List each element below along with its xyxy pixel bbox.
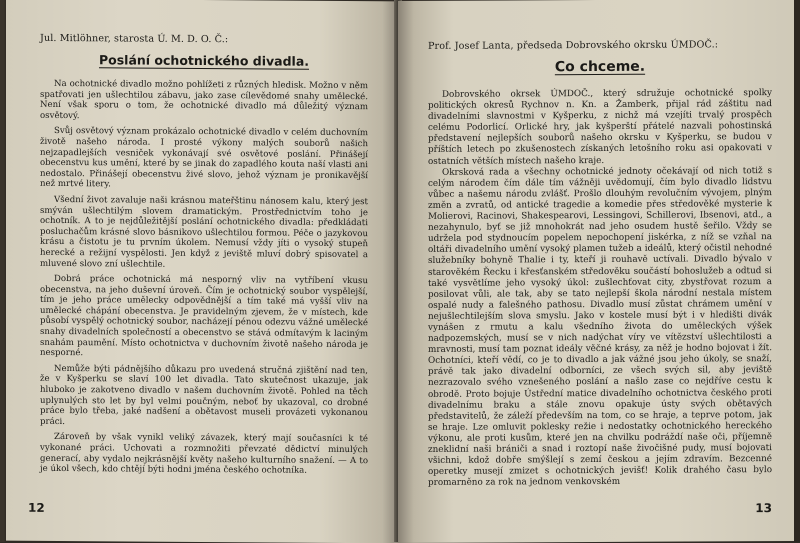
book-edge (794, 0, 800, 542)
right-paragraph: Okrsková rada a všechny ochotnické jednoty očekávají od nich totiž s celým národem čím dále tím vážněji uvědomují, čím bylo divadlo lidstvu vůbec a našemu národu zvlášť. Prošlo dlouhým revolučním vývojem, plným změn a zvratů, od antické tragedie a komedie přes středověké mysterie k Molierovi, Racinovi, Shakespearovi, Lessingovi, Schillerovi, Ibsenovi, atd., a nezahynulo, byť se již mnohokrát nad jeho osudem hustě šeřilo. Vždy se udržela pod stydnoucím popelem nepochopení jiskérka, z níž se vzňal na oltáři divadelního umění vysoký plamen tužeb a ideálů, který očistil nehodné služebníky bohyně Thalie i ty, kteří ji rouhavě uctívali. Divadlo bývalo v starověkém Řecku i křesťanském středověku součástí bohoslužeb a odtud si také vysvětlíme jeho vysoký úkol: zušlechťovat city, zbystřovat rozum a posilovat vůli, ale tak, aby se tato nejlepší škola národní nestala místem ospalé nudy a falešného pathosu. Divadlo musí zůstat chrámem umění v nejušlechtilejším slova smyslu. Jako v kostele musí být i v hledišti divák vynášen z rmutu a kalu všedního života do uměleckých výšek nadpozemských, musí se v nich nadýchat víry ve vítězství ušlechtilosti a mravnosti, musí tam poznat ideály věčné krásy, za něž je hodno bojovat i žít. Ochotníci, kteří vědí, co je to divadlo a jak vážné jsou jeho úkoly, se snaží, právě tak jako divadelní odborníci, ze všech svých sil, aby jeviště nezrazovalo svého vznešeného poslání a našlo zase co nejdříve cestu k obrodě. Proto bojuje Ústřední matice divadelního ochotnictva českého proti divadelnímu braku a stále znovu opakuje ústy svých obětavých představitelů, že záleží především na tom, co se hraje, a teprve potom, jak se hraje. Lze omluvit poklesky režie i nedostatky ochotnického hereckého výkonu, ale proti kusům, které jen na chvilku podráždí naše oči, příjemně zneklidní naši brániči a snad i roztopí naše živočišné pudy, musí bojovati všichni, kdož dobře smýšlejí s zemí českou a jejím zdravím. Bezcenné operetky musejí zmizet s ochotnických jevišť! Kolik drahého času bylo promarněno za rok na jednom venkovském (428, 165, 772, 489)
right-page (398, 0, 794, 543)
right-paragraph: Dobrovského okrsek ÚMDOČ., který sdružuje ochotnické spolky politických okresů Rychnov n. Kn. a Žamberk, přijal rád záštitu nad divadelními slavnostmi v Kyšperku, z nichž má vzejíti trvalý prospěch celému Podorlicí. Orlické hry, jak kyšperští přátelé nazvali pohostinská představení nejlepších souborů našeho okrsku v Kyšperku, se budou v příštích letech po zkušenostech získaných letošního roku asi opakovati v ostatních větších místech našeho kraje. (428, 88, 772, 167)
left-author-line: Jul. Mitlöhner, starosta Ú. M. D. O. Č.: (40, 32, 229, 46)
left-paragraph: Zároveň by však vynikl veliký závazek, který mají současníci k té vykonané práci. Uchovati a rozmnožiti převzaté dědictví minulých generací, aby vydalo nejkrásnější květy našeho kulturního snažení. — A to je úkol všech, kdo chtějí býti hodni jména českého ochotníka. (40, 432, 368, 476)
left-paragraph: Všední život zavaluje naši krásnou mateřštinu nánosem kalu, který jest smýván ušlechtilým slovem dramatickým. Prostřednictvím toho je ochotník. A to je nejdůležitější poslání ochotnického divadla: předkládati posluchačům krásné slovo básnikovo ušlechtilou formou. Péče o jazykovou krásu a čistotu je tu prvním úkolem. Nemusí vždy jíti o vysoký stupeň herecké a režijní vyspělosti. Jen když z jeviště mluví dobrý spisovatel a mluvené slovo zní ušlechtile. (40, 194, 368, 270)
left-page-number: 12 (28, 500, 45, 515)
right-author-line: Prof. Josef Lanta, předseda Dobrovského okrsku ÚMDOČ.: (428, 39, 719, 52)
left-paragraph: Svůj osvětový význam prokázalo ochotnické divadlo v celém duchovním životě našeho národa. I prosté výkony malých souborů našich nejzapadlejších vesniček vykonávají své osvětové poslání. Přinášejí obecenstvu kus umění, které by se jinak do zapadlého kouta naší vlasti ani nedostalo. Přinášejí obecenstvu živé slovo, jehož význam je pronikavější než mrtvé litery. (40, 126, 368, 190)
right-article-title: Co chceme. (554, 58, 646, 76)
left-page (6, 0, 398, 543)
left-paragraph: Nemůže býti pádnějšího důkazu pro uvedená stručná zjištění nad ten, že v Kyšperku se slaví 100 let divadla. Tato skutečnost ukazuje, jak hluboko je zakotveno divadlo v našem duchovním životě. Pohled na těch uplynulých sto let by byl velmi poučným, neboť by ukazoval, co drobné práce bylo třeba, jaké nadšení a obětavost museli provázeti vykonanou práci. (40, 363, 368, 427)
right-page-number: 13 (755, 501, 772, 516)
left-paragraph: Dobrá práce ochotnická má nesporný vliv na vytříbení vkusu obecenstva, na jeho duševní úroveň. Čím je ochotnický soubor vyspělejší, tím je jeho práce umělecky odpovědnější a tím také má vyšší vliv na umělecké chápání obecenstva. Je pravidelným zjevem, že v místech, kde působí vyspělý ochotnický soubor, nacházejí pénou odezvu vážné umělecké snahy divadelních společností a obecenstvo se stává odmítavým k laciným snahám paumění. Místo ochotnictva v duchovním životě našeho národa je nesporné. (40, 274, 368, 359)
left-article-title: Poslání ochotnického divadla. (98, 52, 310, 69)
left-paragraph: Na ochotnické divadlo možno pohlížeti z různých hledisk. Možno v něm spatřovati jen ušlechtilou zábavu, jako zase cílevědomé snahy umělecké. Není však sporu o tom, že ochotnické divadlo má důležitý význam osvětový. (40, 78, 368, 121)
